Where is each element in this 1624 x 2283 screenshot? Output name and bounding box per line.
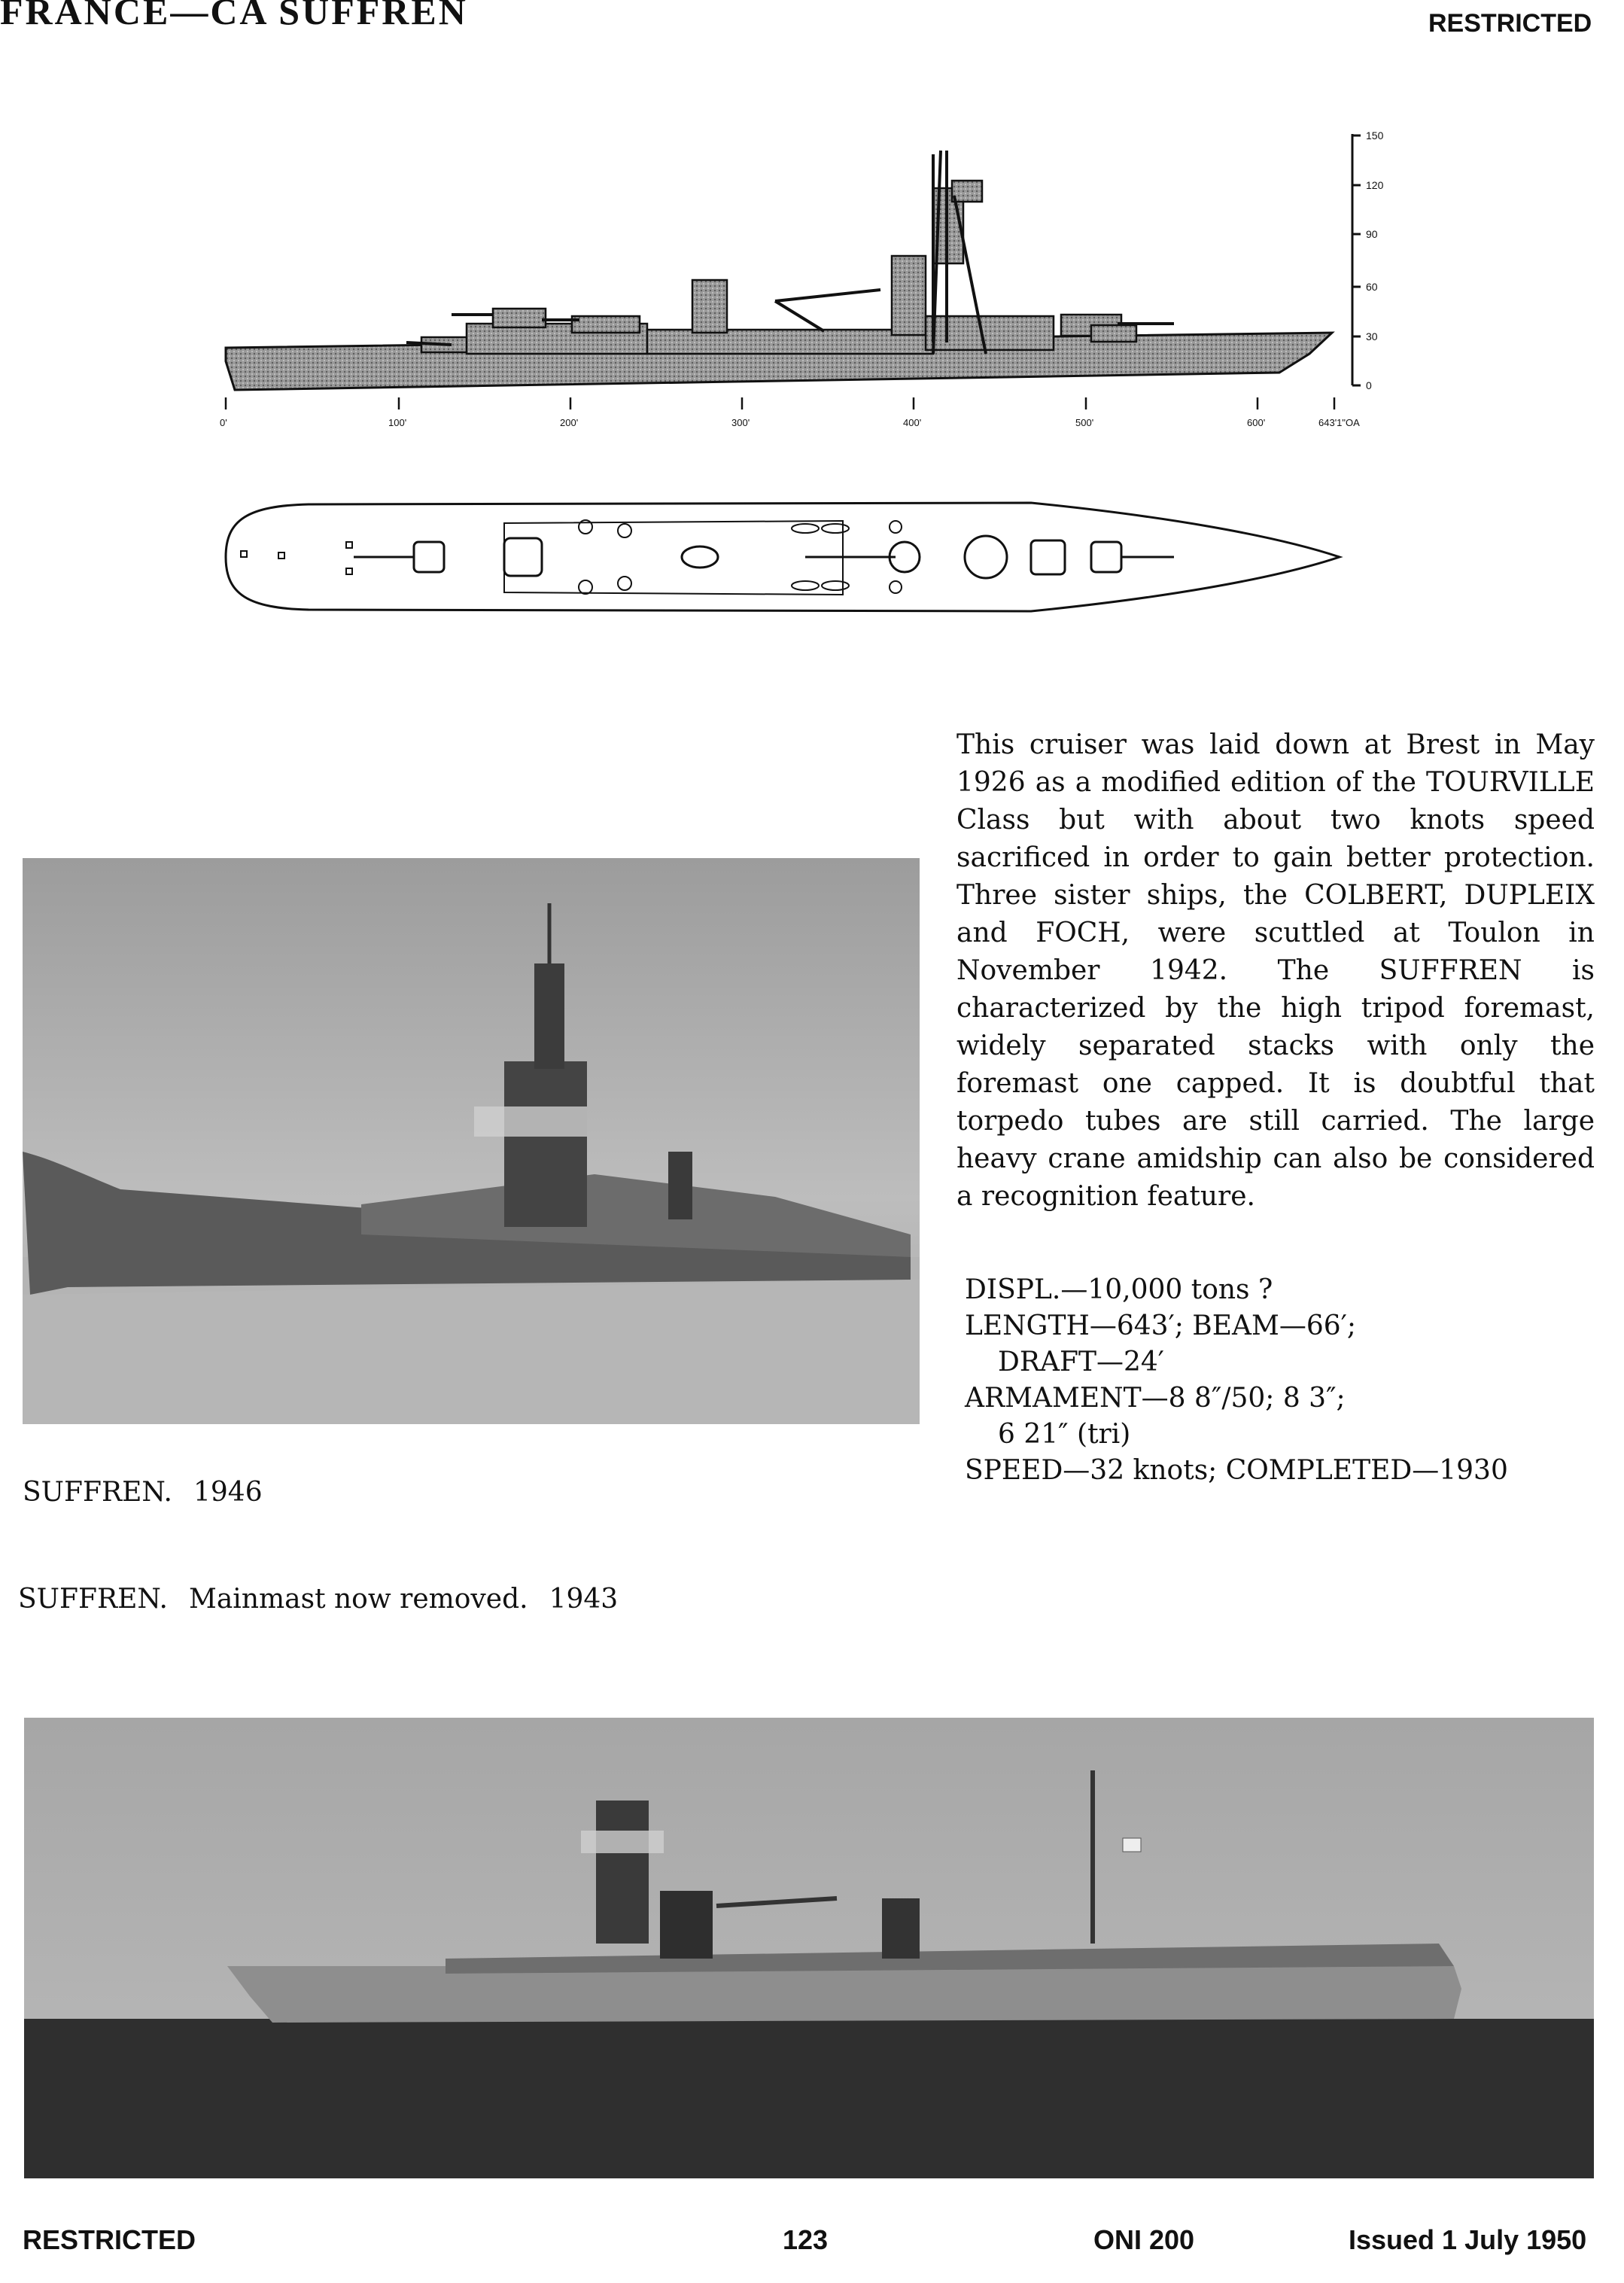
- publication-id: ONI 200: [1093, 2224, 1195, 2255]
- page-title: FRANCE—CA SUFFREN: [0, 0, 468, 32]
- height-scale: [1352, 129, 1384, 391]
- spec-speed: SPEED—32 knots; COMPLETED—1930: [965, 1455, 1508, 1486]
- caption-ship-name: SUFFREN.: [23, 1477, 172, 1508]
- tripod-foremast: [596, 1801, 649, 1944]
- turret-b: [572, 316, 640, 333]
- sea: [24, 2019, 1594, 2178]
- length-label: 200': [560, 417, 579, 428]
- turret-d: [1091, 325, 1136, 342]
- funnel-1: [692, 280, 727, 333]
- length-label: 100': [388, 417, 407, 428]
- page-number: 123: [783, 2224, 829, 2255]
- issue-date: Issued 1 July 1950: [1349, 2224, 1587, 2255]
- spec-length-beam: LENGTH—643′; BEAM—66′;: [965, 1310, 1357, 1341]
- midship-deck: [647, 330, 933, 354]
- ship-hull: [227, 1966, 1461, 2023]
- classification-footer: RESTRICTED: [23, 2224, 196, 2255]
- height-label: 0: [1366, 379, 1372, 391]
- caption-year: 1946: [193, 1477, 263, 1508]
- forward-funnel: [660, 1891, 713, 1959]
- length-label: 643'1"OA: [1318, 417, 1360, 428]
- height-label: 30: [1366, 330, 1378, 342]
- spec-displacement: DISPL.—10,000 tons ?: [965, 1274, 1273, 1305]
- caption-year: 1943: [549, 1584, 619, 1615]
- description-paragraph: This cruiser was laid down at Brest in May 1926 as a modified edition of the TOURVILLE Class but with about two knots speed sacrificed in order to gain better protection. Three sister ships, the COLBERT, DUPLEIX and FOCH, were scuttled at Toulon in November 1942. The SUFFREN is characterized by the high tripod foremast, widely separated stacks with only the foremast one capped. It is doubtful that torpedo tubes are still carried. The large heavy crane amidship can also be considered a recognition feature.: [956, 729, 1595, 1212]
- profile-drawing: [0, 0, 1624, 452]
- length-scale: [226, 397, 1334, 409]
- classification-header: RESTRICTED: [1428, 9, 1592, 38]
- length-label: 400': [903, 417, 922, 428]
- turret-a: [493, 309, 546, 327]
- spec-armament: ARMAMENT—8 8″/50; 8 3″;: [965, 1383, 1346, 1414]
- foremast-tower: [504, 1061, 587, 1227]
- specifications: [965, 1272, 1612, 1489]
- caption-ship-name: SUFFREN.: [18, 1584, 168, 1615]
- length-label: 600': [1247, 417, 1266, 428]
- crane-jib: [775, 290, 880, 301]
- height-label: 120: [1366, 179, 1384, 191]
- height-label: 90: [1366, 228, 1378, 240]
- photo-caption-1946: [23, 1477, 263, 1508]
- length-label: 500': [1075, 417, 1094, 428]
- flag: [1123, 1838, 1141, 1852]
- photo-caption-1943: [18, 1584, 618, 1615]
- spec-armament-torpedoes: 6 21″ (tri): [998, 1419, 1131, 1450]
- spec-draft: DRAFT—24′: [998, 1347, 1164, 1377]
- caption-note: Mainmast now removed.: [188, 1584, 528, 1615]
- length-label: 0': [220, 417, 227, 428]
- ship-photo-1946: [23, 858, 920, 1424]
- aft-funnel: [882, 1898, 920, 1959]
- ship-photo-1943: [24, 1718, 1594, 2178]
- length-label: 300': [731, 417, 750, 428]
- funnel: [668, 1152, 692, 1219]
- plan-drawing: [218, 489, 1347, 625]
- height-label: 150: [1366, 129, 1384, 142]
- funnel-2: [892, 256, 926, 335]
- aft-superstructure: [926, 316, 1054, 350]
- height-label: 60: [1366, 281, 1378, 293]
